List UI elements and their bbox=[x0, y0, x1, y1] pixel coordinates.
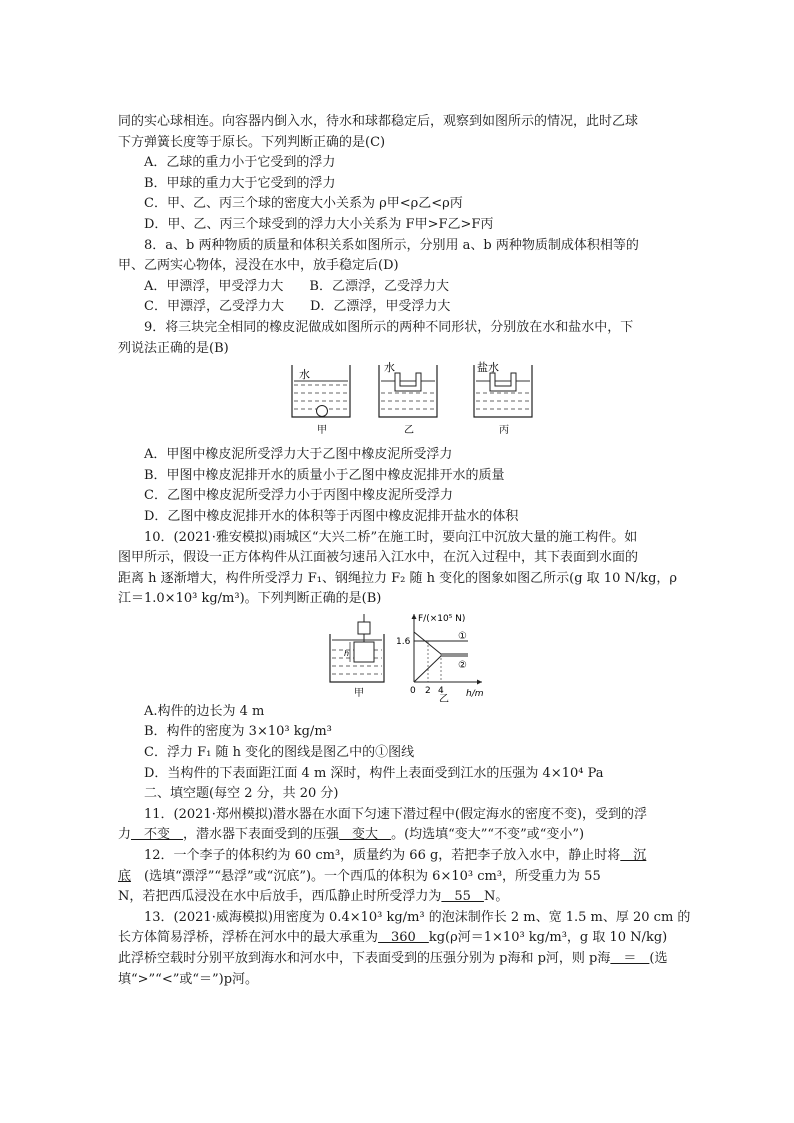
svg-text:h: h bbox=[344, 648, 350, 658]
x-tick-4: 4 bbox=[438, 685, 444, 696]
container-jia-label: 水 bbox=[299, 368, 310, 382]
container-jia bbox=[292, 365, 350, 436]
q11-line-1: 11．(2021·郑州模拟)潜水器在水面下匀速下潜过程中(假定海水的密度不变)，受到的浮 bbox=[144, 806, 648, 822]
clay-boat-yi bbox=[395, 373, 421, 391]
q11-text-b: ，潜水器下表面受到的压强 bbox=[183, 827, 340, 843]
q11-text-c: 。(均选填“变大”“不变”或“变小”) bbox=[391, 827, 585, 843]
q10-option-b: B．构件的密度为 3×10³ kg/m³ bbox=[144, 724, 332, 740]
q10-stem-line-1: 10．(2021·雅安模拟)雨城区“大兴二桥”在施工时，要向江中沉放大量的施工构件。如 bbox=[144, 529, 638, 545]
q12-text-a: 12．一个李子的体积约为 60 cm³，质量约为 66 g，若把李子放入水中，静止时将 bbox=[144, 848, 621, 864]
q12-blank-1b: 底 bbox=[118, 868, 132, 884]
q11-blank-1: 不变 bbox=[131, 827, 184, 843]
curve-label-1: ① bbox=[458, 630, 467, 642]
q10-stem-line-3: 距离 h 逐渐增大，构件所受浮力 F₁、钢绳拉力 F₂ 随 h 变化的图象如图乙所示(g 取 10 N/kg，ρ bbox=[118, 570, 678, 586]
x-axis-label: h/m bbox=[466, 688, 484, 699]
q8-stem-line-1: 8．a、b 两种物质的质量和体积关系如图所示，分别用 a、b 两种物质制成体积相等的 bbox=[144, 237, 639, 253]
q13-line-4: 填“>”“<”或“＝”)p河。 bbox=[118, 971, 259, 987]
caption-yi-10: 乙 bbox=[439, 693, 449, 702]
graph-yi bbox=[396, 614, 484, 702]
q7-stem-line-2: 下方弹簧长度等于原长。下列判断正确的是(C) bbox=[118, 134, 386, 150]
hook-block bbox=[358, 622, 370, 634]
q11-line-2 bbox=[118, 825, 678, 846]
container-bing bbox=[474, 360, 532, 436]
q13-blank-2: ＝ bbox=[610, 951, 650, 966]
tank-jia bbox=[330, 614, 384, 699]
cube-component bbox=[354, 642, 374, 662]
container-bing-label: 盐水 bbox=[477, 361, 499, 375]
q12-blank-2: 55 bbox=[441, 889, 484, 905]
q9-option-a: A．甲图中橡皮泥所受浮力大于乙图中橡皮泥所受浮力 bbox=[144, 447, 453, 463]
q10-option-a: A.构件的边长为 4 m bbox=[144, 703, 265, 719]
q12-text-b: (选填“漂浮”“悬浮”或“沉底”)。一个西瓜的体积为 6×10³ cm³，所受重力为 55 bbox=[131, 868, 601, 884]
container-yi-label: 水 bbox=[384, 361, 395, 375]
q9-stem-line-1: 9．将三块完全相同的橡皮泥做成如图所示的两种不同形状，分别放在水和盐水中，下 bbox=[144, 319, 634, 335]
curve-label-2: ② bbox=[458, 659, 467, 671]
page-content bbox=[118, 112, 691, 990]
q7-option-c: C．甲、乙、丙三个球的密度大小关系为 ρ甲<ρ乙<ρ丙 bbox=[144, 196, 463, 212]
q9-option-d: D．乙图中橡皮泥排开水的体积等于丙图中橡皮泥排开盐水的体积 bbox=[144, 508, 519, 524]
q13-text-c: 此浮桥空载时分别平放到海水和河水中，下表面受到的压强分别为 p海和 p河，则 p海 bbox=[118, 951, 611, 966]
q13-line-3 bbox=[118, 949, 678, 970]
q12-line-2 bbox=[118, 867, 678, 888]
clay-boat-bing bbox=[490, 373, 516, 391]
q13-line-2 bbox=[118, 928, 678, 949]
q10-option-c: C．浮力 F₁ 随 h 变化的图线是图乙中的①图线 bbox=[144, 745, 415, 761]
q13-text-b: kg(ρ河＝1×10³ kg/m³，g 取 10 N/kg) bbox=[428, 930, 668, 946]
q12-text-c: N，若把西瓜浸没在水中后放手，西瓜静止时所受浮力为 bbox=[118, 889, 442, 905]
q8-options-ab: A．甲漂浮，甲受浮力大 B．乙漂浮，乙受浮力大 bbox=[144, 278, 449, 294]
caption-jia: 甲 bbox=[317, 425, 327, 437]
q12-blank-1a: 沉 bbox=[620, 848, 647, 864]
q9-stem-line-2: 列说法正确的是(B) bbox=[118, 340, 229, 356]
q7-option-a: A．乙球的重力小于它受到的浮力 bbox=[144, 155, 336, 171]
q13-text-d: (选 bbox=[649, 951, 668, 966]
q12-text-d: N。 bbox=[483, 889, 509, 905]
q10-stem-line-2: 图甲所示，假设一正方体构件从江面被匀速吊入江水中，在沉入过程中，其下表面到水面的 bbox=[118, 550, 639, 566]
q12-line-3 bbox=[118, 887, 678, 908]
caption-yi: 乙 bbox=[404, 425, 414, 437]
clay-ball bbox=[317, 406, 328, 417]
q10-option-d: D．当构件的下表面距江面 4 m 深时，构件上表面受到江水的压强为 4×10⁴ Pa bbox=[144, 765, 604, 781]
q11-blank-2: 变大 bbox=[339, 827, 392, 843]
q9-figure-svg bbox=[118, 359, 678, 445]
y-tick-1-6: 1.6 bbox=[396, 636, 411, 647]
q11-text-a: 力 bbox=[118, 827, 132, 843]
q8-options-cd: C．甲漂浮，乙受浮力大 D．乙漂浮，甲受浮力大 bbox=[144, 299, 451, 315]
q7-option-b: B．甲球的重力大于它受到的浮力 bbox=[144, 175, 336, 191]
q9-option-c: C．乙图中橡皮泥所受浮力小于丙图中橡皮泥所受浮力 bbox=[144, 488, 453, 504]
y-axis-label: F/(×10⁵ N) bbox=[418, 613, 466, 624]
q13-blank-1: 360 bbox=[378, 930, 429, 946]
q10-figure-svg bbox=[118, 610, 678, 702]
q13-text-a: 长方体简易浮桥，浮桥在河水中的最大承重为 bbox=[118, 930, 379, 946]
q9-figure bbox=[118, 359, 678, 445]
q8-stem-line-2: 甲、乙两实心物体，浸没在水中，放手稳定后(D) bbox=[118, 258, 399, 274]
x-tick-0: 0 bbox=[410, 685, 416, 696]
q10-figure bbox=[118, 610, 678, 702]
caption-bing: 丙 bbox=[499, 425, 509, 437]
q7-option-d: D．甲、乙、丙三个球受到的浮力大小关系为 F甲>F乙>F丙 bbox=[144, 216, 494, 232]
q9-option-b: B．甲图中橡皮泥排开水的质量小于乙图中橡皮泥排开水的质量 bbox=[144, 467, 505, 483]
x-tick-2: 2 bbox=[425, 685, 431, 696]
q13-line-1: 13．(2021·威海模拟)用密度为 0.4×10³ kg/m³ 的泡沫制作长 2 m、宽 1.5 m、厚 20 cm 的 bbox=[144, 909, 691, 925]
q10-stem-line-4: 江＝1.0×10³ kg/m³)。下列判断正确的是(B) bbox=[118, 591, 382, 607]
caption-jia-10: 甲 bbox=[354, 687, 364, 699]
q7-stem-line-1: 同的实心球相连。向容器内倒入水，待水和球都稳定后，观察到如图所示的情况，此时乙球 bbox=[118, 114, 639, 129]
section-heading-fill-blank: 二、填空题(每空 2 分，共 20 分) bbox=[144, 786, 339, 802]
container-yi bbox=[379, 360, 437, 436]
q12-line-1 bbox=[118, 846, 678, 867]
